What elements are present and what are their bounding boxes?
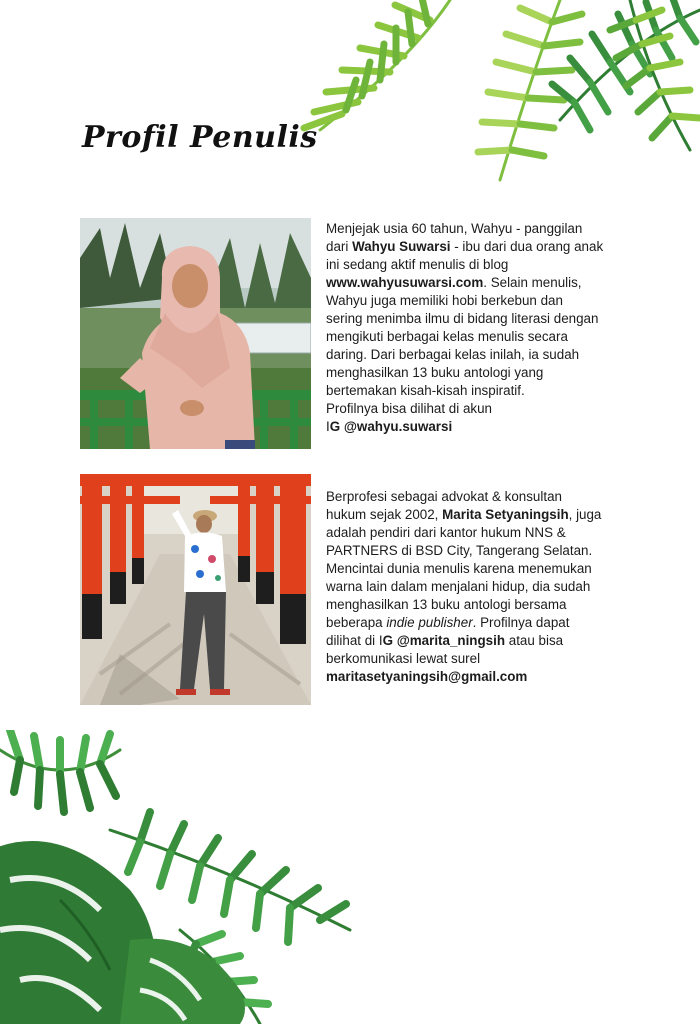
bio-line [326, 238, 646, 256]
bio-line: adalah pendiri dari kantor hukum NNS & [326, 525, 566, 540]
bio-line: warna lain dalam menjalani hidup, dia sudah [326, 579, 591, 594]
bio-text: I [326, 419, 330, 434]
bio-line [326, 418, 646, 436]
instagram-handle: G @marita_ningsih [382, 633, 506, 648]
bio-line: Menjejak usia 60 tahun, Wahyu - panggilan [326, 221, 583, 236]
author-name: Wahyu Suwarsi [352, 239, 451, 254]
bio-text: beberapa [326, 615, 387, 630]
bio-line [326, 668, 646, 686]
palm-leaves-top-decoration [300, 0, 700, 200]
bio-line: berkomunikasi lewat surel [326, 651, 481, 666]
bio-line: Mencintai dunia menulis karena menemukan [326, 561, 592, 576]
bio-line: Wahyu juga memiliki hobi berkebun dan [326, 293, 563, 308]
monstera-leaves-bottom-decoration [0, 730, 360, 1024]
author-photo-marita [80, 474, 311, 705]
bio-text: , juga [568, 507, 602, 522]
bio-text: dari [326, 239, 353, 254]
bio-line: mengikuti berbagai kelas menulis secara [326, 329, 568, 344]
bio-line [326, 506, 646, 524]
bio-line [326, 614, 646, 632]
bio-text: hukum sejak 2002, [326, 507, 443, 522]
bio-line: Berprofesi sebagai advokat & konsultan [326, 489, 562, 504]
bio-line: menghasilkan 13 buku antologi bersama [326, 597, 567, 612]
bio-text: atau bisa [505, 633, 564, 648]
blog-url: www.wahyusuwarsi.com [326, 275, 484, 290]
page-title: Profil Penulis [82, 120, 318, 156]
instagram-handle: G @wahyu.suwarsi [329, 419, 453, 434]
bio-text: - ibu dari dua orang anak [450, 239, 604, 254]
author-bio-wahyu [326, 220, 646, 436]
author-photo-wahyu [80, 218, 311, 449]
bio-line [326, 274, 646, 292]
author-name: Marita Setyaningsih [442, 507, 569, 522]
author-bio-marita [326, 488, 646, 686]
bio-emphasis: indie publisher [386, 615, 473, 630]
bio-line: bertemakan kisah-kisah inspiratif. [326, 383, 525, 398]
email-address: maritasetyaningsih@gmail.com [326, 669, 528, 684]
bio-line: daring. Dari berbagai kelas inilah, ia sudah [326, 347, 580, 362]
bio-text: . Profilnya dapat [472, 615, 570, 630]
bio-line: ini sedang aktif menulis di blog [326, 257, 509, 272]
bio-line: Profilnya bisa dilihat di akun [326, 401, 492, 416]
bio-text: dilihat di I [326, 633, 383, 648]
bio-line: sering menimba ilmu di bidang literasi dengan [326, 311, 599, 326]
bio-line: PARTNERS di BSD City, Tangerang Selatan. [326, 543, 593, 558]
bio-text: . Selain menulis, [483, 275, 582, 290]
bio-line: menghasilkan 13 buku antologi yang [326, 365, 544, 380]
bio-line [326, 632, 646, 650]
